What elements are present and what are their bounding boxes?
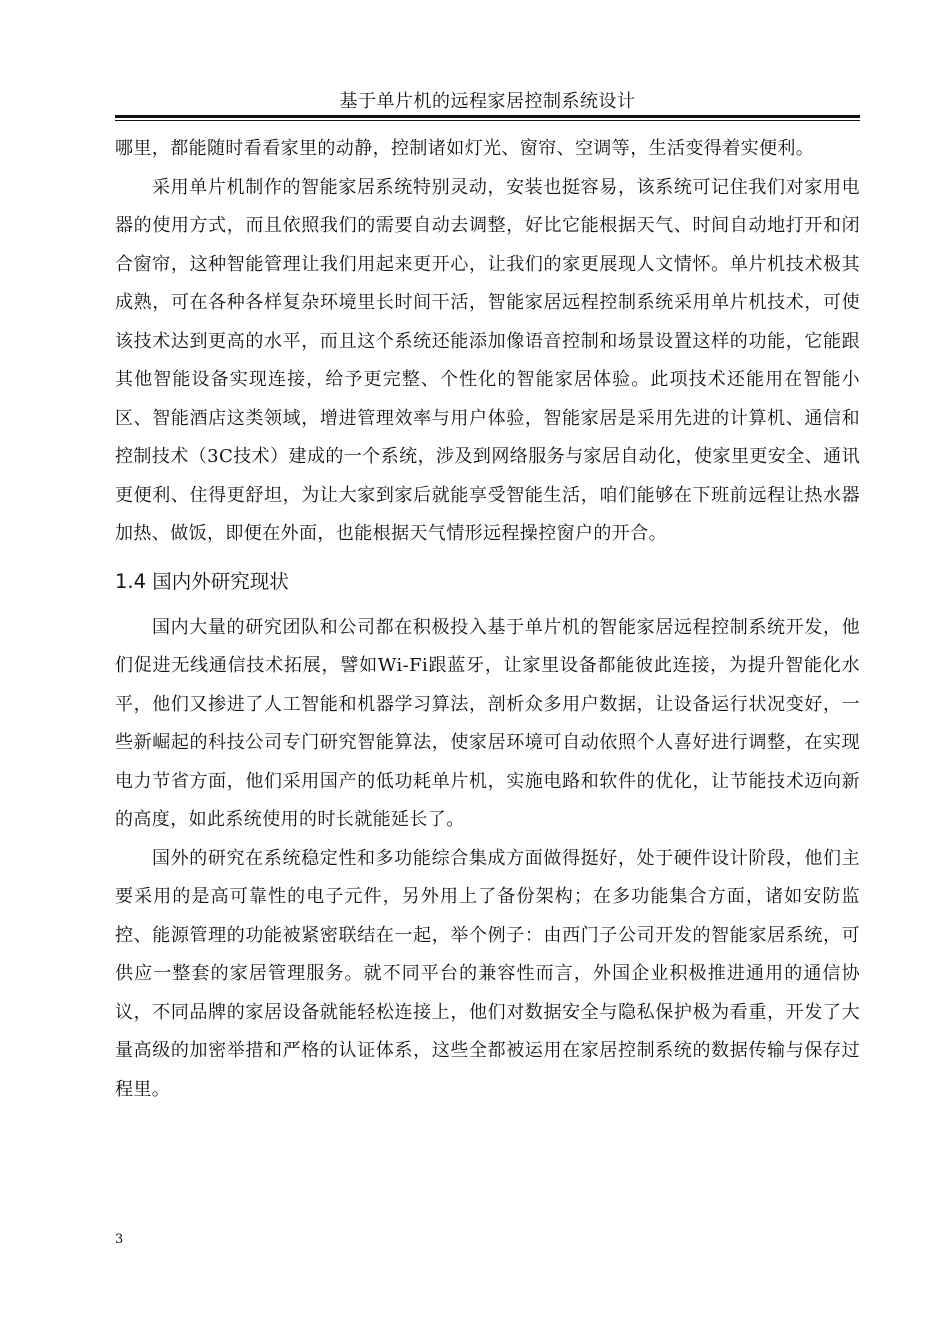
- paragraph-continued: 哪里，都能随时看看家里的动静，控制诸如灯光、窗帘、空调等，生活变得着实便利。: [115, 138, 815, 159]
- paragraph-smart-home-benefits: 采用单片机制作的智能家居系统特别灵动，安装也挺容易，该系统可记住我们对家用电器的使用方式，而且依照我们的需要自动去调整，好比它能根据天气、时间自动地打开和闭合窗帘，这种智能管理让我们用起来更开心，让我们的家更展现人文情怀。单片机技术极其成熟，可在各种各样复杂环境里长时间干活，智能家居远程控制系统采用单片机技术，可使该技术达到更高的水平，而且这个系统还能添加像语音控制和场景设置这样的功能，它能跟其他智能设备实现连接，给予更完整、个性化的智能家居体验。此项技术还能用在智能小区、智能酒店这类领域，增进管理效率与用户体验，智能家居是采用先进的计算机、通信和控制技术（3C技术）建成的一个系统，涉及到网络服务与家居自动化，使家里更安全、通讯更便利、住得更舒坦，为让大家到家后就能享受智能生活，咱们能够在下班前远程让热水器加热、做饭，即便在外面，也能根据天气情形远程操控窗户的开合。: [115, 176, 860, 544]
- paragraph-domestic-research: 国内大量的研究团队和公司都在积极投入基于单片机的智能家居远程控制系统开发，他们促进无线通信技术拓展，譬如Wi-Fi跟蓝牙，让家里设备都能彼此连接，为提升智能化水平，他们又掺进了人工智能和机器学习算法，剖析众多用户数据，让设备运行状况变好，一些新崛起的科技公司专门研究智能算法，使家居环境可自动依照个人喜好进行调整，在实现电力节省方面，他们采用国产的低功耗单片机，实施电路和软件的优化，让节能技术迈向新的高度，如此系统使用的时长就能延长了。: [115, 616, 860, 830]
- section-heading: 1.4 国内外研究现状: [115, 569, 289, 593]
- header-rule-thick: [115, 115, 860, 118]
- running-header-title: 基于单片机的远程家居控制系统设计: [339, 91, 636, 112]
- body-content: [115, 130, 860, 1109]
- header-rule-thin: [115, 120, 860, 121]
- page-number: 3: [115, 1232, 124, 1247]
- paragraph-foreign-research: 国外的研究在系统稳定性和多功能综合集成方面做得挺好，处于硬件设计阶段，他们主要采用的是高可靠性的电子元件，另外用上了备份架构；在多功能集合方面，诸如安防监控、能源管理的功能被紧密联结在一起，举个例子：由西门子公司开发的智能家居系统，可供应一整套的家居管理服务。就不同平台的兼容性而言，外国企业积极推进通用的通信协议，不同品牌的家居设备就能轻松连接上，他们对数据安全与隐私保护极为看重，开发了大量高级的加密举措和严格的认证体系，这些全都被运用在家居控制系统的数据传输与保存过程里。: [115, 847, 860, 1100]
